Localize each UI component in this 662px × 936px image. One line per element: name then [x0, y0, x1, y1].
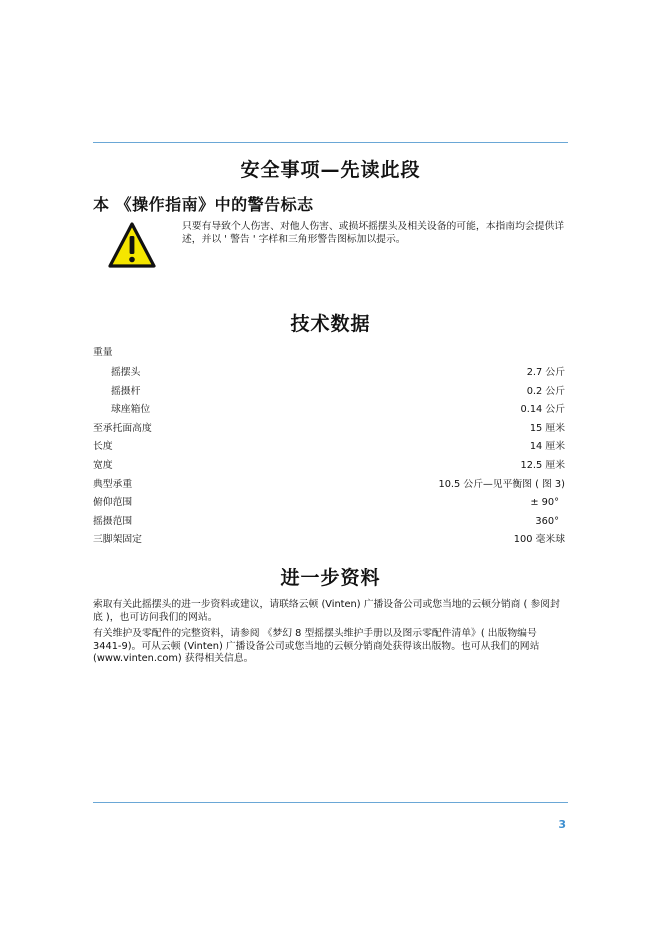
spec-row	[93, 531, 565, 550]
safety-title: 安全事项—先读此段	[240, 159, 421, 181]
spec-row	[93, 420, 565, 439]
spec-row-weight	[93, 344, 565, 364]
spec-row	[93, 513, 565, 532]
spec-label: 至承托面高度	[93, 422, 152, 434]
spec-row	[93, 438, 565, 457]
tech-data-title: 技术数据	[290, 313, 371, 335]
spec-value: 100 毫米球	[513, 534, 565, 546]
spec-row	[93, 364, 565, 383]
spec-label: 俯仰范围	[93, 497, 133, 509]
spec-label: 宽度	[93, 459, 113, 471]
spec-row	[93, 494, 565, 513]
spec-value: 10.5 公斤—见平衡图 ( 图 3)	[438, 478, 565, 490]
spec-label: 典型承重	[93, 478, 133, 490]
top-divider	[93, 142, 568, 143]
spec-value: ± 90°	[530, 497, 559, 509]
spec-label: 球座箱位	[111, 404, 151, 416]
spec-value: 0.2 公斤	[526, 385, 565, 397]
spec-label: 长度	[93, 441, 113, 453]
spec-row	[93, 457, 565, 476]
spec-label: 重量	[93, 347, 113, 358]
spec-row	[93, 401, 565, 420]
spec-label: 三脚架固定	[93, 534, 142, 546]
more-info-paragraph-1: 索取有关此摇摆头的进一步资料或建议，请联络云顿 (Vinten) 广播设备公司或您当地的云顿分销商 ( 参阅封底 )，也可访问我们的网站。	[93, 599, 560, 623]
spec-label: 摇摄范围	[93, 515, 133, 527]
spec-label: 摇摆头	[111, 367, 141, 378]
spec-table	[93, 344, 565, 550]
spec-value: 360°	[535, 515, 559, 527]
more-info-paragraph-2: 有关维护及零配件的完整资料，请参阅 《梦幻 8 型摇摆头维护手册以及图示零配件清单》( 出版物编号 3441-9)。可从云顿 (Vinten) 广播设备公司或您当地的云顿分销商处获得该出版物。也可从我们的网站 (www.vinten.com) 获得相关信息。	[93, 628, 540, 665]
warning-triangle-icon	[108, 222, 156, 268]
spec-row	[93, 476, 565, 495]
bottom-divider	[93, 802, 568, 803]
page-number: 3	[558, 818, 566, 831]
warning-section-heading: 本 《操作指南》中的警告标志	[93, 195, 314, 214]
spec-value: 12.5 厘米	[520, 459, 565, 471]
spec-value: 14 厘米	[529, 441, 565, 453]
spec-value: 2.7 公斤	[526, 367, 565, 378]
spec-value: 0.14 公斤	[520, 404, 565, 416]
more-info-title: 进一步资料	[280, 567, 381, 589]
warning-description: 只要有导致个人伤害、对他人伤害、或损坏摇摆头及相关设备的可能，本指南均会提供详述，并以 ' 警告 ' 字样和三角形警告图标加以提示。	[182, 221, 565, 245]
spec-row	[93, 383, 565, 402]
spec-value: 15 厘米	[529, 422, 565, 434]
spec-label: 摇摄杆	[111, 385, 141, 397]
